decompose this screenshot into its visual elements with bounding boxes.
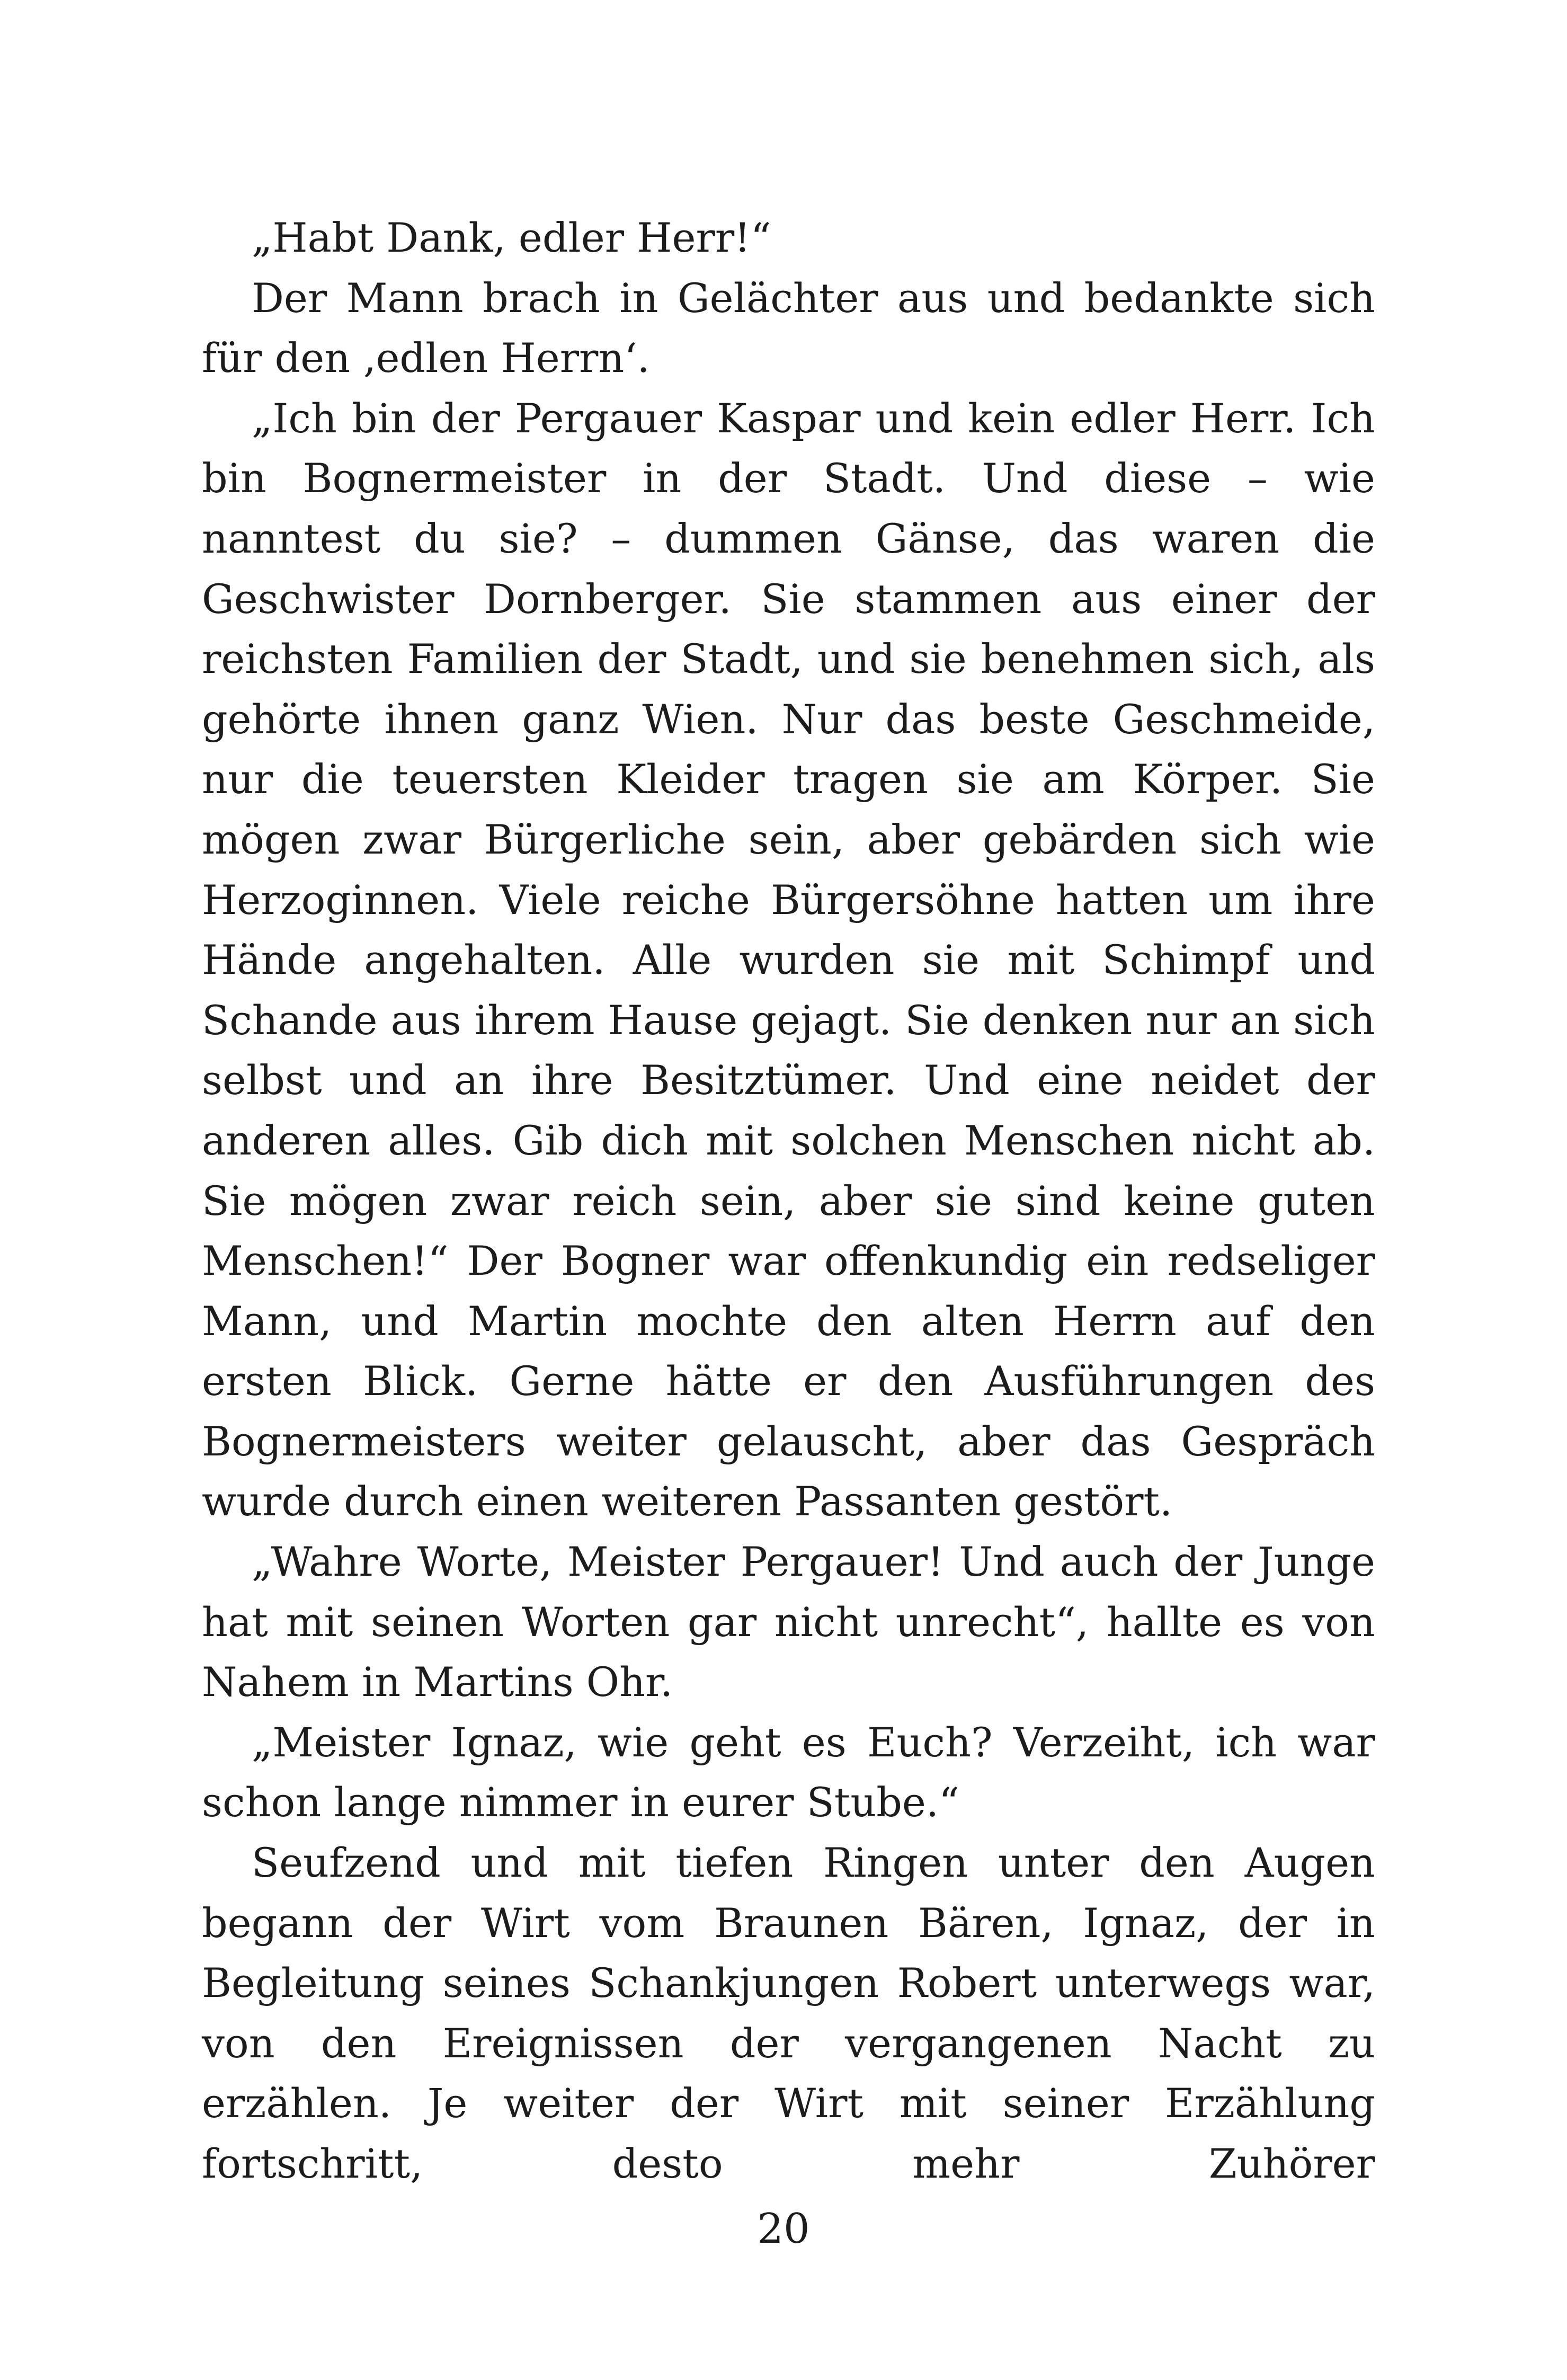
body-text	[202, 208, 1375, 2194]
paragraph-5: „Meister Ignaz, wie geht es Euch? Verzeiht, ich war schon lange nimmer in eurer Stube.“	[202, 1718, 1375, 1826]
paragraph-6: Seufzend und mit tiefen Ringen unter den Augen begann der Wirt vom Braunen Bären, Ignaz, der in Begleitung seines Schankjungen Robert unterwegs war, von den Ereignissen der vergangenen Nacht zu erzählen. Je weiter der Wirt mit seiner Erzählung fortschritt, desto mehr Zuhörer	[202, 1839, 1375, 2187]
page-number: 20	[757, 2205, 810, 2253]
paragraph-3: „Ich bin der Pergauer Kaspar und kein edler Herr. Ich bin Bognermeister in der Stadt. Und diese – wie nanntest du sie? – dummen Gänse, das waren die Geschwister Dornberger. Sie stammen aus einer der reichsten Familien der Stadt, und sie benehmen sich, als gehörte ihnen ganz Wien. Nur das beste Geschmeide, nur die teuersten Kleider tragen sie am Körper. Sie mögen zwar Bürgerliche sein, aber gebärden sich wie Herzoginnen. Viele reiche Bürgersöhne hatten um ihre Hände angehalten. Alle wurden sie mit Schimpf und Schande aus ihrem Hause gejagt. Sie denken nur an sich selbst und an ihre Besitztümer. Und eine neidet der anderen alles. Gib dich mit solchen Menschen nicht ab. Sie mögen zwar reich sein, aber sie sind keine guten Menschen!“ Der Bogner war offenkundig ein redseliger Mann, und Martin mochte den alten Herrn auf den ersten Blick. Gerne hätte er den Ausführungen des Bognermeisters weiter gelauscht, aber das Gespräch wurde durch einen weiteren Passanten gestört.	[202, 394, 1375, 1525]
paragraph-4: „Wahre Worte, Meister Pergauer! Und auch der Junge hat mit seinen Worten gar nicht unrecht“, hallte es von Nahem in Martins Ohr.	[202, 1538, 1375, 1706]
paragraph-1: „Habt Dank, edler Herr!“	[252, 214, 771, 261]
paragraph-2: Der Mann brach in Gelächter aus und bedankte sich für den ‚edlen Herrn‘.	[202, 274, 1375, 382]
